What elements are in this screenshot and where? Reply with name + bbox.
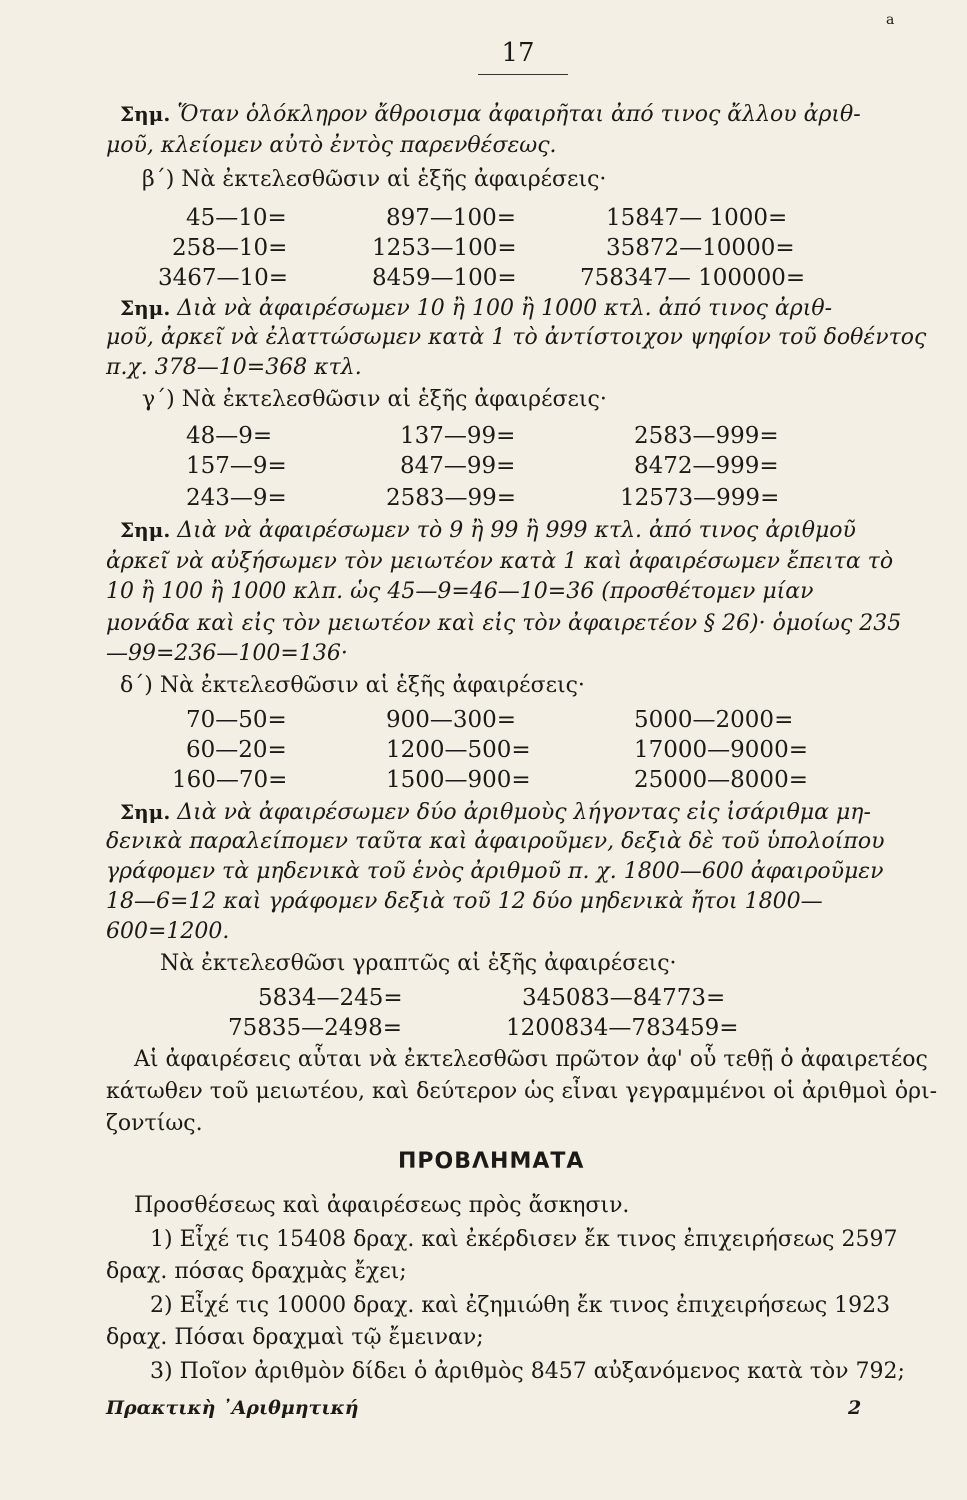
problem-2-line-1: 2) Εἶχέ τις 10000 δραχ. καὶ ἐζημιώθη ἔκ τινος ἐπιχειρήσεως 1923 bbox=[150, 1293, 891, 1318]
section-d-r1c3: 5000—2000= bbox=[634, 707, 794, 733]
section-b-title: β΄) Νὰ ἐκτελεσθῶσιν αἱ ἑξῆς ἀφαιρέσεις· bbox=[142, 167, 607, 192]
problem-3-line-1: 3) Ποῖον ἀριθμὸν δίδει ὁ ἀριθμὸς 8457 αὐξανόμενος κατὰ τὸν 792; bbox=[150, 1359, 905, 1384]
section-c-r1c1: 48—9= bbox=[186, 423, 273, 449]
note-4-line-5: 600=1200. bbox=[106, 919, 230, 944]
section-d-title: δ΄) Νὰ ἐκτελεσθῶσιν αἱ ἑξῆς ἀφαιρέσεις· bbox=[120, 673, 585, 698]
section-e-r2c1: 75835—2498= bbox=[228, 1015, 402, 1041]
section-d-r3c1: 160—70= bbox=[172, 767, 288, 793]
section-b-r1c2: 897—100= bbox=[386, 205, 517, 231]
section-e-r2c2: 1200834—783459= bbox=[506, 1015, 739, 1041]
section-b-r3c2: 8459—100= bbox=[372, 265, 517, 291]
problem-1-line-1: 1) Εἶχέ τις 15408 δραχ. καὶ ἐκέρδισεν ἔκ τινος ἐπιχειρήσεως 2597 bbox=[150, 1227, 898, 1252]
note-1-line-1: Σημ. Ὅταν ὁλόκληρον ἄθροισμα ἀφαιρῆται ἀπό τινος ἄλλου ἀριθ- bbox=[120, 102, 861, 127]
note-3-line-1: Σημ. Διὰ νὰ ἀφαιρέσωμεν τὸ 9 ἢ 99 ἢ 999 κτλ. ἀπό τινος ἀριθμοῦ bbox=[120, 518, 856, 543]
section-b-r3c1: 3467—10= bbox=[158, 265, 289, 291]
note-4-line-1: Σημ. Διὰ νὰ ἀφαιρέσωμεν δύο ἀριθμοὺς λήγοντας εἰς ἰσάριθμα μη- bbox=[120, 800, 871, 825]
note-label: Σημ. bbox=[120, 518, 171, 542]
note-label: Σημ. bbox=[120, 296, 171, 320]
section-e-para-3: ζοντίως. bbox=[106, 1111, 203, 1136]
section-b-r1c3: 15847— 1000= bbox=[606, 205, 788, 231]
note-3-line-3: 10 ἢ 100 ἢ 1000 κλπ. ὡς 45—9=46—10=36 (προσθέτομεν μίαν bbox=[106, 579, 814, 604]
section-d-r2c2: 1200—500= bbox=[386, 737, 531, 763]
problems-heading: ΠΡΟΒΛΗΜΑΤΑ bbox=[398, 1149, 585, 1174]
section-c-r1c3: 2583—999= bbox=[634, 423, 779, 449]
section-d-r3c3: 25000—8000= bbox=[634, 767, 808, 793]
footer-signature: 2 bbox=[848, 1397, 862, 1419]
corner-mark: a bbox=[886, 12, 895, 28]
problem-1-line-2: δραχ. πόσας δραχμὰς ἔχει; bbox=[106, 1259, 407, 1284]
footer-title: Πρακτικὴ ᾿Αριθμητική bbox=[106, 1397, 359, 1419]
section-b-r2c1: 258—10= bbox=[172, 235, 288, 261]
section-d-r2c1: 60—20= bbox=[186, 737, 287, 763]
problems-intro: Προσθέσεως καὶ ἀφαιρέσεως πρὸς ἄσκησιν. bbox=[134, 1193, 630, 1218]
section-c-title: γ΄) Νὰ ἐκτελεσθῶσιν αἱ ἑξῆς ἀφαιρέσεις· bbox=[142, 387, 607, 412]
page-number-rule bbox=[478, 74, 568, 75]
note-2-line-2: μοῦ, ἀρκεῖ νὰ ἐλαττώσωμεν κατὰ 1 τὸ ἀντίστοιχον ψηφίον τοῦ δοθέντος bbox=[106, 325, 927, 350]
section-e-title: Νὰ ἐκτελεσθῶσι γραπτῶς αἱ ἑξῆς ἀφαιρέσεις· bbox=[160, 951, 677, 976]
section-d-r1c1: 70—50= bbox=[186, 707, 287, 733]
note-1-line-2: μοῦ, κλείομεν αὐτὸ ἐντὸς παρενθέσεως. bbox=[106, 133, 557, 158]
note-3-line-4: μονάδα καὶ εἰς τὸν μειωτέον καὶ εἰς τὸν ἀφαιρετέον § 26)· ὁμοίως 235 bbox=[106, 611, 902, 636]
section-e-r1c2: 345083—84773= bbox=[522, 985, 726, 1011]
note-3-line-2: ἀρκεῖ νὰ αὐξήσωμεν τὸν μειωτέον κατὰ 1 καὶ ἀφαιρέσωμεν ἔπειτα τὸ bbox=[106, 549, 894, 574]
note-label: Σημ. bbox=[120, 102, 171, 126]
note-label: Σημ. bbox=[120, 800, 171, 824]
section-b-r1c1: 45—10= bbox=[186, 205, 287, 231]
section-c-r2c3: 8472—999= bbox=[634, 453, 779, 479]
section-e-para-2: κάτωθεν τοῦ μειωτέου, καὶ δεύτερον ὡς εἶναι γεγραμμένοι οἱ ἀριθμοὶ ὁρι- bbox=[106, 1079, 938, 1104]
section-c-r3c2: 2583—99= bbox=[386, 485, 517, 511]
section-d-r2c3: 17000—9000= bbox=[634, 737, 808, 763]
note-4-line-4: 18—6=12 καὶ γράφομεν δεξιὰ τοῦ 12 δύο μηδενικὰ ἤτοι 1800— bbox=[106, 889, 823, 914]
section-b-r2c2: 1253—100= bbox=[372, 235, 517, 261]
problem-2-line-2: δραχ. Πόσαι δραχμαὶ τῷ ἔμειναν; bbox=[106, 1325, 484, 1350]
section-e-para-1: Αἱ ἀφαιρέσεις αὗται νὰ ἐκτελεσθῶσι πρῶτον ἀφ' οὗ τεθῇ ὁ ἀφαιρετέος bbox=[134, 1047, 928, 1072]
section-d-r1c2: 900—300= bbox=[386, 707, 517, 733]
note-2-line-3: π.χ. 378—10=368 κτλ. bbox=[106, 355, 362, 380]
note-3-line-5: —99=236—100=136· bbox=[106, 641, 348, 666]
section-c-r1c2: 137—99= bbox=[400, 423, 516, 449]
note-4-line-2: δενικὰ παραλείπομεν ταῦτα καὶ ἀφαιροῦμεν, δεξιὰ δὲ τοῦ ὑπολοίπου bbox=[106, 829, 885, 854]
section-c-r3c3: 12573—999= bbox=[620, 485, 780, 511]
section-b-r3c3: 758347— 100000= bbox=[580, 265, 806, 291]
page-number: 17 bbox=[501, 38, 535, 68]
section-c-r3c1: 243—9= bbox=[186, 485, 287, 511]
section-e-r1c1: 5834—245= bbox=[258, 985, 403, 1011]
section-c-r2c1: 157—9= bbox=[186, 453, 287, 479]
section-d-r3c2: 1500—900= bbox=[386, 767, 531, 793]
section-c-r2c2: 847—99= bbox=[400, 453, 516, 479]
note-4-line-3: γράφομεν τὰ μηδενικὰ τοῦ ἑνὸς ἀριθμοῦ π. χ. 1800—600 ἀφαιροῦμεν bbox=[106, 859, 884, 884]
section-b-r2c3: 35872—10000= bbox=[606, 235, 795, 261]
note-2-line-1: Σημ. Διὰ νὰ ἀφαιρέσωμεν 10 ἢ 100 ἢ 1000 κτλ. ἀπό τινος ἀριθ- bbox=[120, 296, 833, 321]
